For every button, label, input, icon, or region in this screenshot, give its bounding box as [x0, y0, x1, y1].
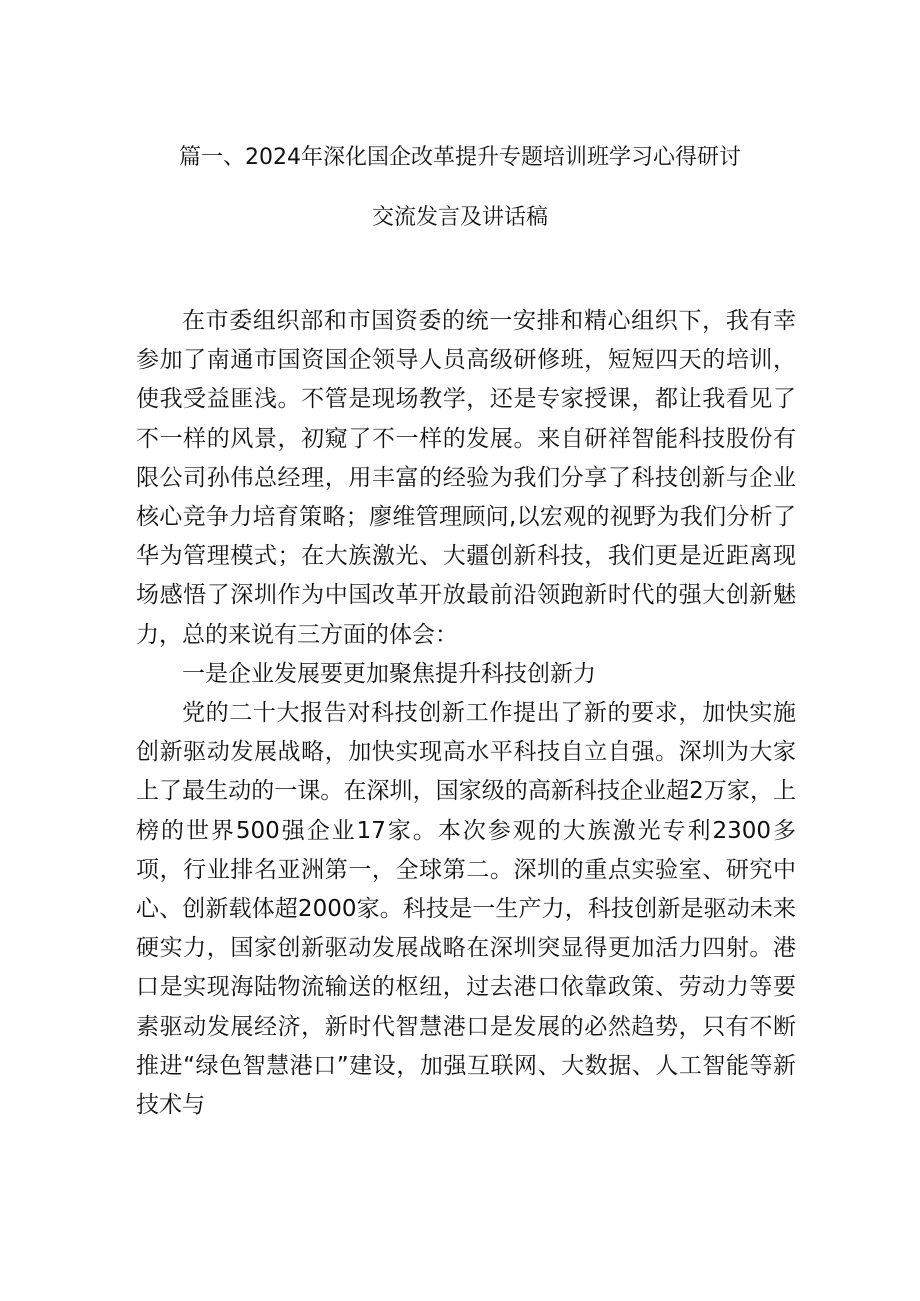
paragraph-intro: 在市委组织部和市国资委的统一安排和精心组织下，我有幸参加了南通市国资国企领导人员高级研修班，短短四天的培训，使我受益匪浅。不管是现场教学，还是专家授课，都让我看见了不一样的风景，初窥了不一样的发展。来自研祥智能科技股份有限公司孙伟总经理，用丰富的经验为我们分享了科技创新与企业核心竞争力培育策略；廖维管理顾问,以宏观的视野为我们分析了华为管理模式；在大族激光、大疆创新科技，我们更是近距离现场感悟了深圳作为中国改革开放最前沿领跑新时代的强大创新魅力，总的来说有三方面的体会：: [136, 308, 796, 648]
document-title-line-2: 交流发言及讲话稿: [371, 205, 548, 230]
document-body: [136, 302, 796, 1125]
section-heading-1: 一是企业发展要更加聚焦提升科技创新力: [182, 660, 596, 687]
paragraph-tech-innovation: 党的二十大报告对科技创新工作提出了新的要求，加快实施创新驱动发展战略，加快实现高水平科技自立自强。深圳为大家上了最生动的一课。在深圳，国家级的高新科技企业超2万家，上榜的世界500强企业17家。本次参观的大族激光专利2300多项，行业排名亚洲第一，全球第二。深圳的重点实验室、研究中心、创新载体超2000家。科技是一生产力，科技创新是驱动未来硬实力，国家创新驱动发展战略在深圳突显得更加活力四射。港口是实现海陆物流输送的枢纽，过去港口依靠政策、劳动力等要素驱动发展经济，新时代智慧港口是发展的必然趋势，只有不断推进“绿色智慧港口”建设，加强互联网、大数据、人工智能等新技术与: [136, 700, 796, 1119]
document-title-line-1: 篇一、2024年深化国企改革提升专题培训班学习心得研讨: [179, 145, 741, 170]
